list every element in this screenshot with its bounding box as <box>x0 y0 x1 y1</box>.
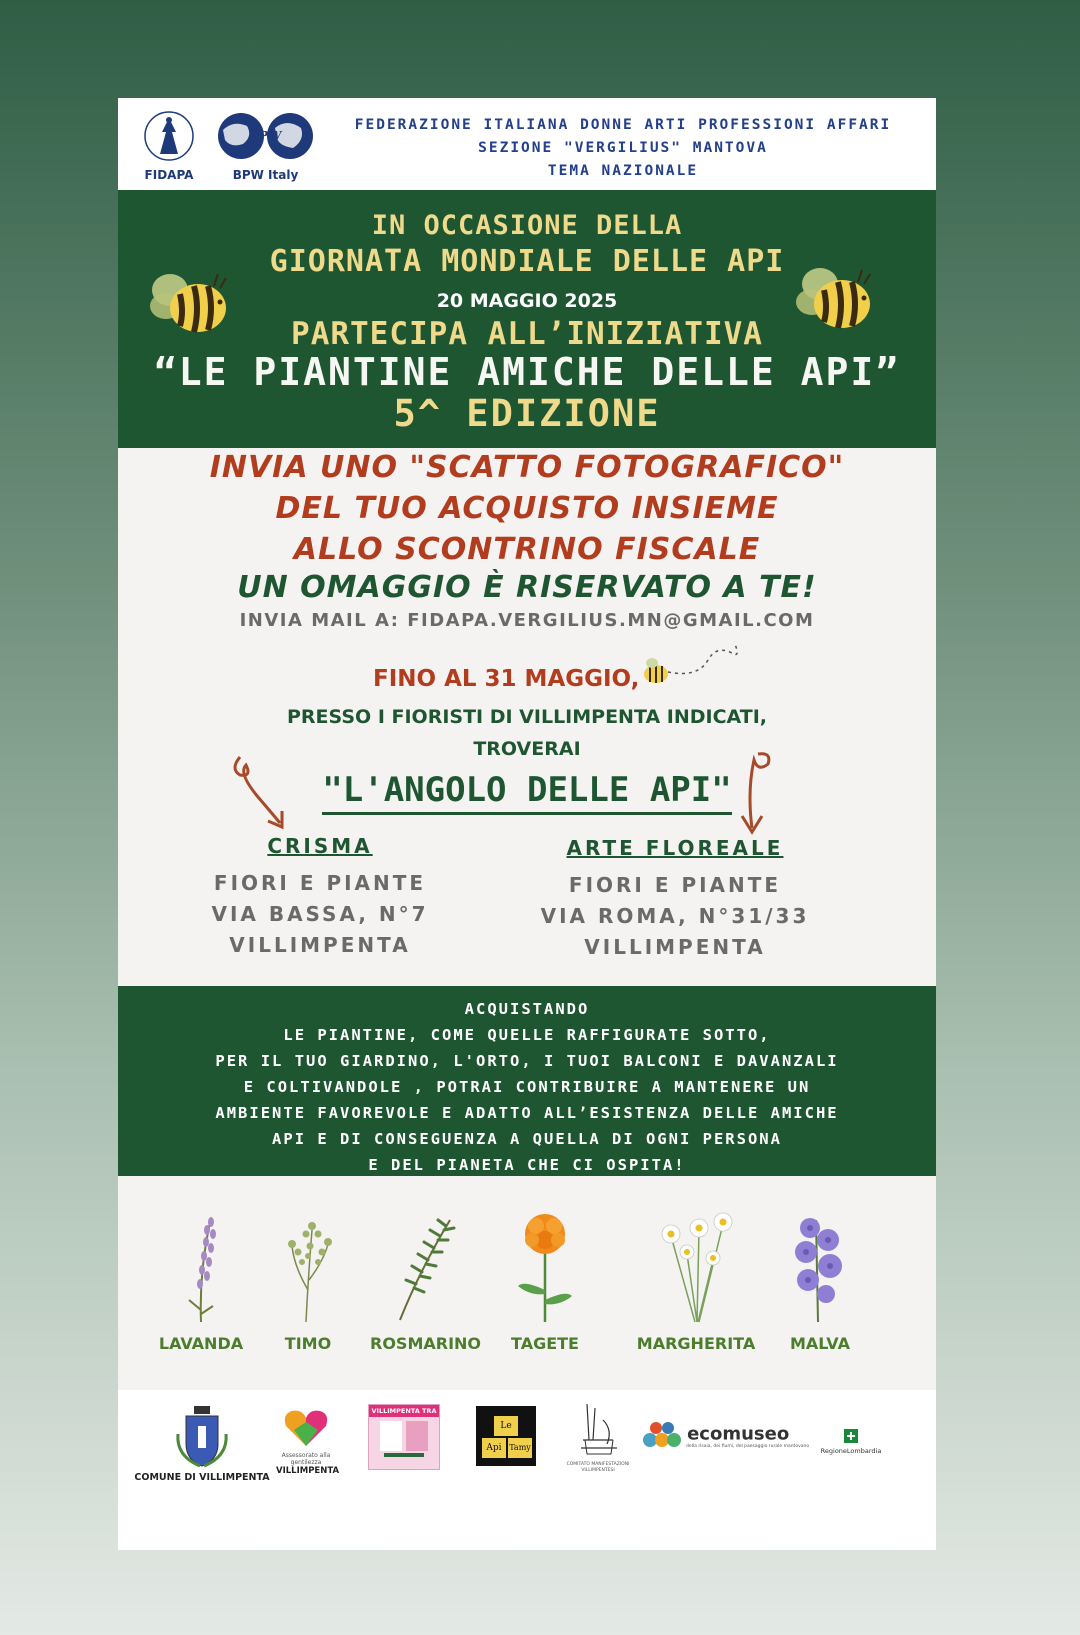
flying-bee-icon <box>638 638 748 688</box>
plant-margherita <box>626 1210 766 1353</box>
comitato-logo <box>566 1400 630 1474</box>
banner-line-1: IN OCCASIONE DELLA <box>371 210 683 241</box>
shop-town: VILLIMPENTA <box>584 935 766 959</box>
header-line-1: FEDERAZIONE ITALIANA DONNE ARTI PROFESSIONI AFFARI <box>354 117 892 133</box>
fidapa-caption: FIDAPA <box>144 168 194 182</box>
mail-address: INVIA MAIL A: FIDAPA.VERGILIUS.MN@GMAIL.COM <box>239 610 815 631</box>
plant-timo <box>268 1210 348 1353</box>
invite-line-2: DEL TUO ACQUISTO INSIEME <box>275 491 779 526</box>
purchase-band <box>118 986 936 1176</box>
plant-label: MARGHERITA <box>636 1334 756 1353</box>
invite-gift: UN OMAGGIO È RISERVATO A TE! <box>237 570 817 605</box>
event-banner <box>118 190 936 448</box>
logo-le: Le <box>494 1416 518 1436</box>
header <box>118 98 936 190</box>
poster-thumbnail-icon <box>374 1417 434 1461</box>
le-api-di-tamy-logo <box>476 1406 536 1466</box>
plant-label: LAVANDA <box>158 1334 244 1353</box>
marigold-icon <box>510 1210 580 1326</box>
header-line-2: SEZIONE "VERGILIUS" MANTOVA <box>478 140 768 156</box>
bee-corner-text: "L'ANGOLO DELLE API" <box>322 770 731 815</box>
shop-arte-floreale <box>530 836 820 963</box>
purchase-line-7: E DEL PIANETA CHE CI OSPITA! <box>368 1156 686 1174</box>
purchase-line-2: LE PIANTINE, COME QUELLE RAFFIGURATE SOTTO, <box>283 1026 771 1044</box>
shop-name: ARTE FLOREALE <box>566 836 784 860</box>
banner-date: 20 MAGGIO 2025 <box>436 290 618 312</box>
comune-logo <box>132 1404 272 1483</box>
shop-address: VIA ROMA, N°31/33 <box>540 904 810 928</box>
logo-tamy: Tamy <box>508 1438 532 1458</box>
gentilezza-caption-1: Assessorato alla gentilezza <box>281 1452 331 1466</box>
villimpenta-tra-caption: VILLIMPENTA TRA <box>369 1405 439 1417</box>
find-line: TROVERAI <box>473 738 581 760</box>
comune-caption: COMUNE DI VILLIMPENTA <box>134 1472 270 1483</box>
gentilezza-caption-2: VILLIMPENTA <box>276 1466 340 1476</box>
banner-line-4: PARTECIPA ALL’INIZIATIVA <box>291 316 763 352</box>
arrow-down-icon <box>228 753 298 833</box>
arrow-down-icon <box>728 748 788 838</box>
daisy-icon <box>651 1210 741 1326</box>
bee-icon <box>790 262 876 334</box>
mallow-icon <box>780 1210 860 1326</box>
shop-type: FIORI E PIANTE <box>213 871 427 895</box>
header-text <box>318 114 928 183</box>
bpw-logo <box>213 110 318 182</box>
ecomuseo-icon <box>642 1416 682 1452</box>
regione-caption: RegioneLombardia <box>820 1447 882 1455</box>
globe-icon <box>213 110 318 162</box>
purchase-line-3: PER IL TUO GIARDINO, L'ORTO, I TUOI BALCONI E DAVANZALI <box>215 1052 839 1070</box>
shop-crisma <box>200 834 440 961</box>
banner-title: “LE PIANTINE AMICHE DELLE API” <box>153 350 901 394</box>
shop-type: FIORI E PIANTE <box>568 873 782 897</box>
bpw-mark: BPW <box>248 129 282 143</box>
shop-address: VIA BASSA, N°7 <box>211 902 429 926</box>
purchase-line-4: E COLTIVANDOLE , POTRAI CONTRIBUIRE A MANTENERE UN <box>243 1078 811 1096</box>
purchase-text <box>118 996 936 1178</box>
comitato-caption: COMITATO MANIFESTAZIONI VILLIMPENTESI <box>566 1462 630 1473</box>
florists-line: PRESSO I FIORISTI DI VILLIMPENTA INDICATI, <box>287 706 767 728</box>
ecomuseo-caption: ecomuseo <box>687 1423 790 1445</box>
lavender-icon <box>171 1210 231 1326</box>
villimpenta-tra-logo <box>368 1404 440 1470</box>
rosemary-icon <box>380 1210 460 1326</box>
banner-line-2: GIORNATA MONDIALE DELLE API <box>269 244 785 279</box>
invite-line-3: ALLO SCONTRINO FISCALE <box>293 532 761 567</box>
logo-api: Api <box>482 1438 506 1458</box>
heart-icon <box>282 1408 330 1448</box>
coat-of-arms-icon <box>172 1404 232 1468</box>
deadline: FINO AL 31 MAGGIO, <box>373 666 640 692</box>
purchase-line-6: API E DI CONSEGUENZA A QUELLA DI OGNI PERSONA <box>272 1130 782 1148</box>
sponsors-footer <box>118 1390 936 1550</box>
plant-label: TIMO <box>284 1334 332 1353</box>
rosa-camuna-icon <box>844 1429 858 1443</box>
ecomuseo-subcaption: della risaia, dei fiumi, del paesaggio rurale mantovano <box>686 1444 810 1449</box>
shop-name: CRISMA <box>267 834 373 858</box>
ecomuseo-logo <box>642 1416 812 1449</box>
plant-label: MALVA <box>790 1334 850 1353</box>
plant-label: ROSMARINO <box>370 1334 482 1353</box>
invite-line-1: INVIA UNO "SCATTO FOTOGRAFICO" <box>209 450 845 485</box>
purchase-line-5: AMBIENTE FAVOREVOLE E ADATTO ALL’ESISTENZA DELLE AMICHE <box>215 1104 839 1122</box>
shop-town: VILLIMPENTA <box>229 933 411 957</box>
tower-sketch-icon <box>573 1400 623 1458</box>
thyme-icon <box>278 1210 338 1326</box>
fidapa-emblem-icon <box>138 110 200 162</box>
banner-edition: 5^ EDIZIONE <box>393 392 661 435</box>
bee-icon <box>146 266 232 338</box>
purchase-line-1: ACQUISTANDO <box>464 1000 590 1018</box>
poster <box>118 98 936 1550</box>
fidapa-logo <box>138 110 200 182</box>
plant-tagete <box>502 1210 588 1353</box>
header-line-3: TEMA NAZIONALE <box>547 163 699 179</box>
plant-label: TAGETE <box>511 1334 579 1353</box>
plant-lavanda <box>156 1210 246 1353</box>
bpw-caption: BPW Italy <box>232 168 299 182</box>
plant-malva <box>770 1210 870 1353</box>
plant-rosmarino <box>370 1210 482 1353</box>
regione-lombardia-logo <box>816 1428 886 1455</box>
gentilezza-logo <box>276 1408 340 1476</box>
